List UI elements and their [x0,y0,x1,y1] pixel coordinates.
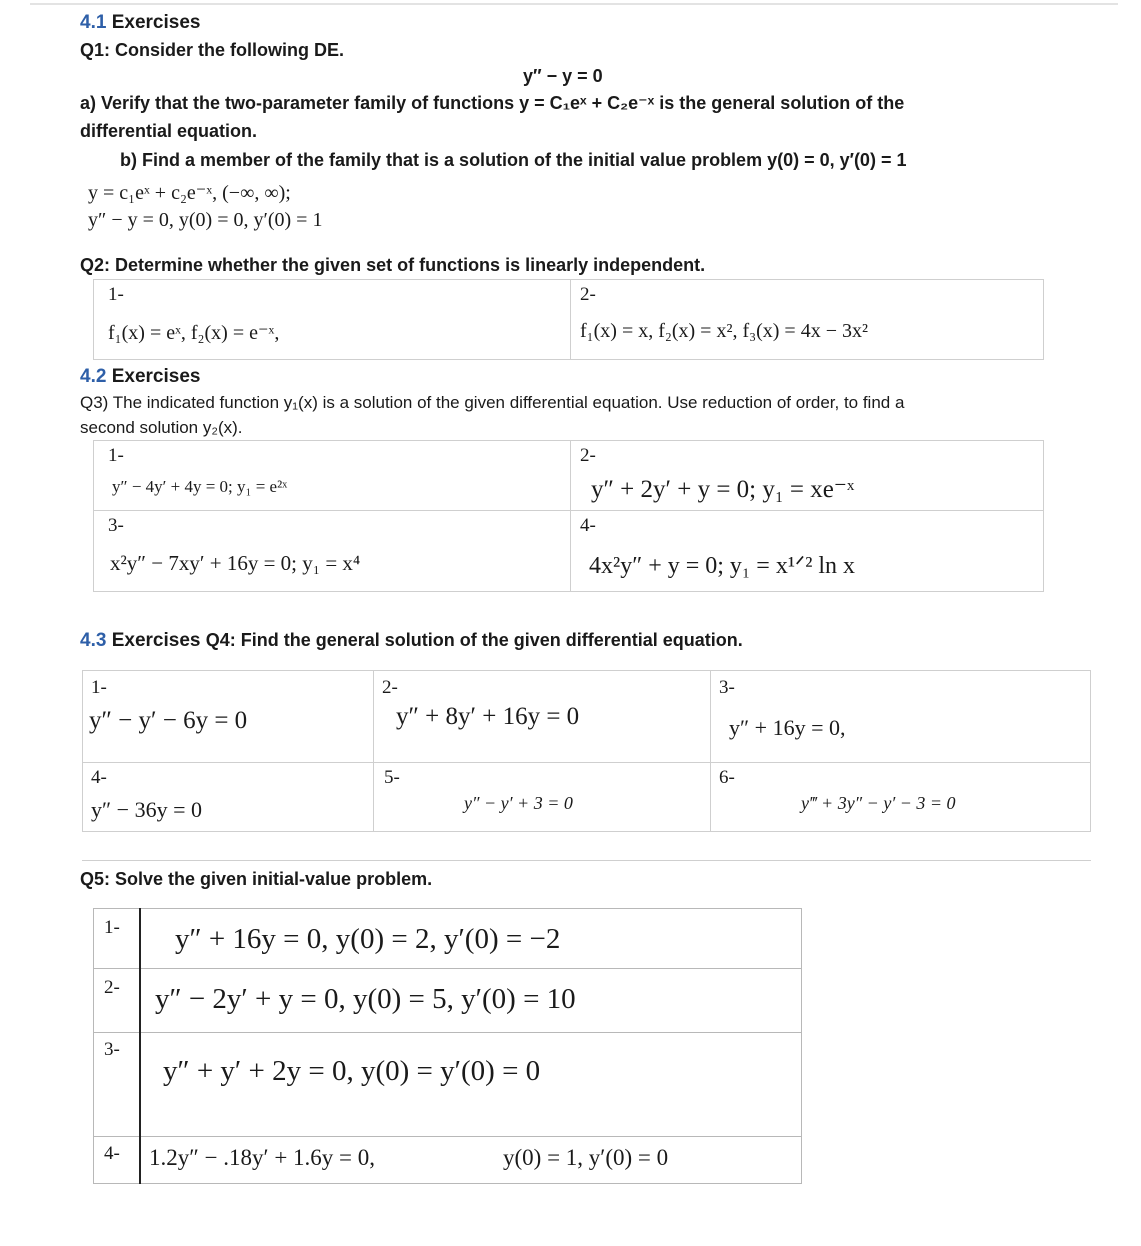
q2-heading: Q2: Determine whether the given set of functions is linearly independent. [80,255,706,275]
q4-cell-3 [711,671,1091,763]
q5-eq-3: y″ + y′ + 2y = 0, y(0) = y′(0) = 0 [163,1055,541,1087]
q3-cell-4 [571,511,1044,592]
q4-cell-6 [711,763,1091,832]
q2-eq-2: f₁(x) = x, f₂(x) = x², f₃(x) = 4x − 3x² [580,320,868,342]
section-number: 4.3 [80,630,107,651]
q5-eq-1: y″ + 16y = 0, y(0) = 2, y′(0) = −2 [175,923,561,955]
item-number: 4- [91,767,107,788]
q5-cell-4 [140,1137,802,1184]
item-number: 1- [91,677,107,698]
q5-cell-1 [140,909,802,969]
q3-text-line1: Q3) The indicated function y₁(x) is a solution of the given differential equation. Use reduction of order, to find a [80,393,905,412]
q4-eq-6: y‴ + 3y″ − y′ − 3 = 0 [801,793,956,813]
q2-eq-1: f₁(x) = eˣ, f₂(x) = e⁻ˣ, [108,322,280,344]
q2-cell-1 [94,280,571,360]
q5-eq-4a: 1.2y″ − .18y′ + 1.6y = 0, [149,1145,376,1170]
q1a-text-line1: a) Verify that the two-parameter family of functions y = C₁eˣ + C₂e⁻ˣ is the general solution of the [80,93,905,113]
item-number: 4- [580,515,596,536]
section-number: 4.2 [80,366,107,387]
q4-table-bottom-rule [82,860,1091,861]
q4-heading: Q4: Find the general solution of the given differential equation. [205,630,743,650]
q1-family: y = c₁eˣ + c₂e⁻ˣ, (−∞, ∞); [88,182,291,204]
q5-eq-4b: y(0) = 1, y′(0) = 0 [503,1145,669,1170]
top-divider [30,3,1118,5]
item-number: 2- [580,445,596,466]
item-number: 1- [104,917,120,938]
q5-num-cell-4 [94,1137,141,1184]
q5-heading: Q5: Solve the given initial-value problem. [80,869,433,889]
q3-cell-2 [571,441,1044,511]
q4-cell-1 [83,671,374,763]
q2-cell-2 [571,280,1044,360]
q3-cell-1 [94,441,571,511]
q3-eq-1: y″ − 4y′ + 4y = 0; y₁ = e²ˣ [112,477,288,496]
section-number: 4.1 [80,12,107,33]
section-title: Exercises [111,12,201,33]
item-number: 3- [104,1039,120,1060]
q3-table [93,440,1044,592]
q4-cell-4 [83,763,374,832]
q1b-text: b) Find a member of the family that is a solution of the initial value problem y(0) = 0, y′(0) = 1 [120,150,907,170]
q3-cell-3 [94,511,571,592]
q4-eq-3: y″ + 16y = 0, [729,715,846,740]
item-number: 2- [580,284,596,305]
section-4-1-heading [80,12,200,34]
q3-eq-2: y″ + 2y′ + y = 0; y₁ = xe⁻ˣ [591,476,855,503]
q4-eq-2: y″ + 8y′ + 16y = 0 [396,703,580,730]
section-title: Exercises [111,630,201,651]
item-number: 3- [719,677,735,698]
q5-cell-2 [140,969,802,1033]
item-number: 1- [108,445,124,466]
q1a-text-line2: differential equation. [80,121,258,141]
item-number: 5- [384,767,400,788]
q3-text-line2: second solution y₂(x). [80,418,243,437]
item-number: 6- [719,767,735,788]
q5-num-cell-2 [94,969,141,1033]
q4-eq-1: y″ − y′ − 6y = 0 [89,707,248,734]
item-number: 2- [104,977,120,998]
q5-cell-3 [140,1033,802,1137]
q4-table [82,670,1091,832]
q5-num-cell-3 [94,1033,141,1137]
section-4-3-heading [80,630,743,652]
section-4-2-heading [80,366,200,388]
item-number: 1- [108,284,124,305]
item-number: 2- [382,677,398,698]
q5-table [93,908,802,1184]
q5-eq-2: y″ − 2y′ + y = 0, y(0) = 5, y′(0) = 10 [155,983,576,1015]
q4-eq-4: y″ − 36y = 0 [91,797,202,822]
q1-ivp: y″ − y = 0, y(0) = 0, y′(0) = 1 [88,209,323,231]
section-title: Exercises [111,366,201,387]
item-number: 4- [104,1143,120,1164]
q3-eq-4: 4x²y″ + y = 0; y₁ = x¹ᐟ² ln x [589,553,856,579]
q4-eq-5: y″ − y′ + 3 = 0 [464,793,573,813]
q5-num-cell-1 [94,909,141,969]
item-number: 3- [108,515,124,536]
q1-heading: Q1: Consider the following DE. [80,40,345,60]
q4-cell-5 [374,763,711,832]
q1-equation: y″ − y = 0 [523,66,603,86]
q4-cell-2 [374,671,711,763]
q3-eq-3: x²y″ − 7xy′ + 16y = 0; y₁ = x⁴ [110,551,361,575]
q2-table [93,279,1044,360]
